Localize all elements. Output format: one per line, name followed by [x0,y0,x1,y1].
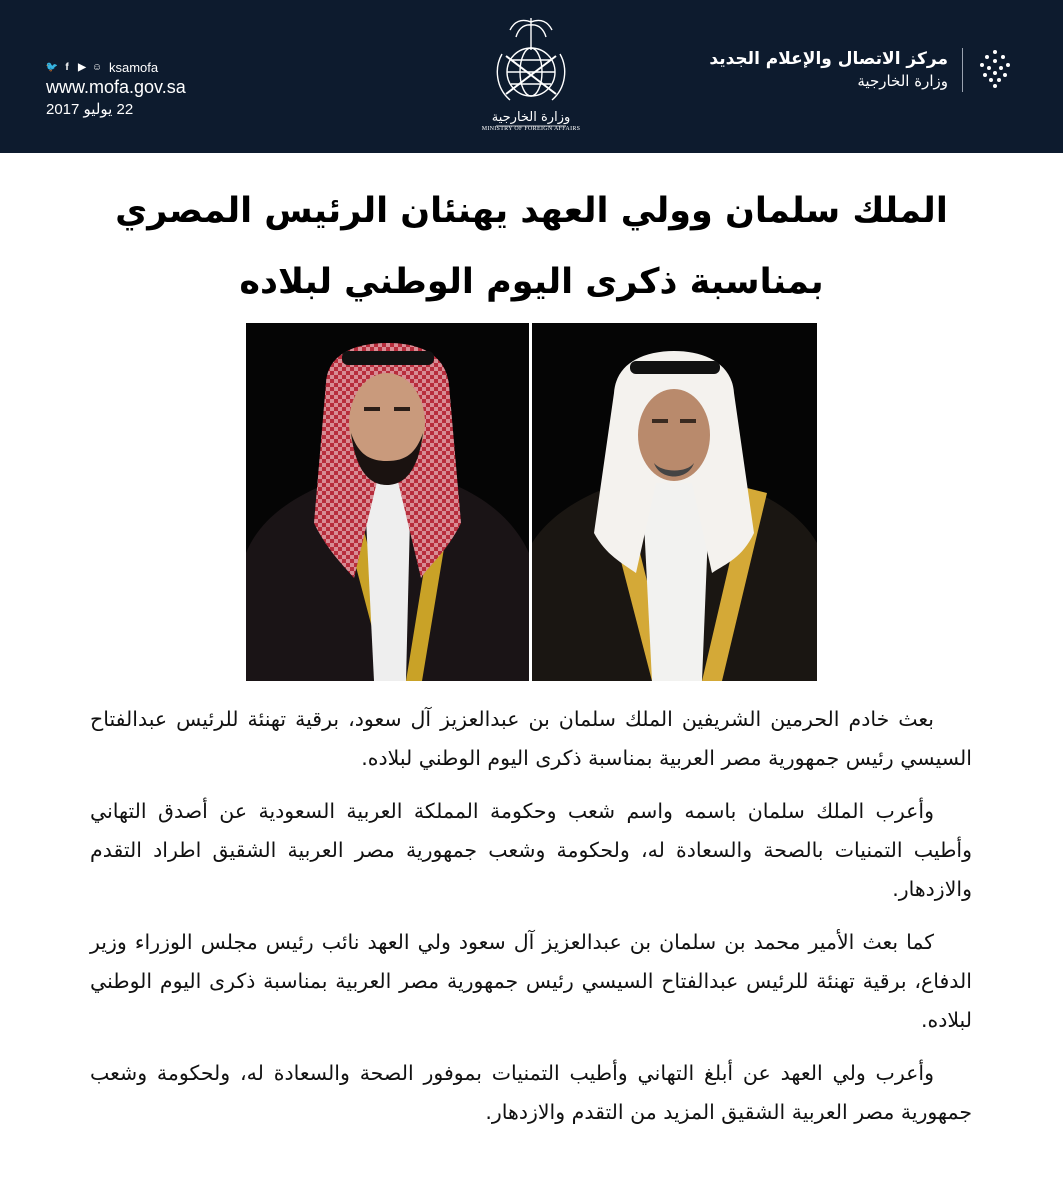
website-link[interactable]: www.mofa.gov.sa [46,77,186,97]
center-title: مركز الاتصال والإعلام الجديد [709,49,948,69]
article-headline: الملك سلمان وولي العهد يهنئان الرئيس المصري بمناسبة ذكرى اليوم الوطني لبلاده [115,191,948,302]
photo-crown-prince [246,323,529,681]
twitter-icon[interactable]: 🐦 [45,62,59,73]
article-paragraph: بعث خادم الحرمين الشريفين الملك سلمان بن عبدالعزيز آل سعود، برقية تهنئة للرئيس عبدالفتاح السيسي رئيس جمهورية مصر العربية بمناسبة ذكرى اليوم الوطني لبلاده. [90,707,972,770]
header-branding [709,48,1013,92]
photo-king [532,323,817,681]
snapchat-icon[interactable]: ☺ [91,62,103,73]
emblem-arabic: وزارة الخارجية [491,110,571,125]
publish-date: 22 يوليو 2017 [46,101,134,118]
youtube-icon[interactable]: ▶ [78,62,86,73]
ministry-name: وزارة الخارجية [857,72,948,90]
article-paragraph: وأعرب الملك سلمان باسمه واسم شعب وحكومة المملكة العربية السعودية عن أصدق التهاني وأطيب التمنيات بالصحة والسعادة له، ولحكومة وشعب جمهورية مصر العربية الشقيق اطراد التقدم والازدهار. [90,799,972,901]
article-body [90,700,972,1146]
header-bar [0,0,1063,153]
communication-center-logo-icon [977,48,1013,92]
emblem-caption: MINISTRY OF FOREIGN AFFAIRS [481,126,581,132]
facebook-icon[interactable]: f [65,62,69,73]
article-paragraph: كما بعث الأمير محمد بن سلمان بن عبدالعزيز آل سعود ولي العهد نائب رئيس مجلس الوزراء وزير الدفاع، برقية تهنئة للرئيس عبدالفتاح السيسي رئيس جمهورية مصر العربية بمناسبة ذكرى اليوم الوطني لبلاده. [90,930,972,1032]
article-paragraph: وأعرب ولي العهد عن أبلغ التهاني وأطيب التمنيات بموفور الصحة والسعادة له، ولحكومة وشعب جمهورية مصر العربية الشقيق المزيد من التقدم والازدهار. [90,1061,972,1124]
social-handle: ksamofa [109,60,159,75]
header-divider [962,48,963,92]
ministry-emblem-icon [476,10,586,140]
header-contact [46,60,186,118]
